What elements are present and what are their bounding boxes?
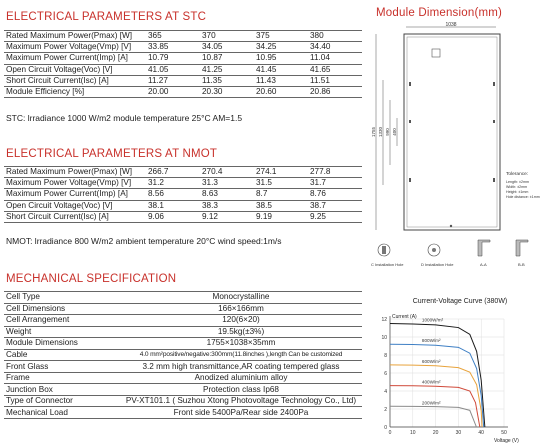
mechanical-row-label: Type of Connector [4, 395, 118, 407]
nmot-row-value: 8.56 [146, 189, 200, 200]
nmot-row-value: 38.7 [308, 200, 362, 211]
section-a-profile [478, 240, 490, 256]
mechanical-row [4, 395, 362, 407]
section-b-label: B-B [518, 262, 525, 267]
mount-hole [493, 178, 495, 182]
mechanical-row-label: Frame [4, 372, 118, 384]
y-tick-label: 4 [384, 388, 387, 395]
mechanical-row-value: Anodized aluminium alloy [118, 372, 362, 384]
stc-row-value: 11.51 [308, 75, 362, 86]
iv-chart [370, 292, 551, 448]
x-tick-label: 0 [388, 430, 392, 436]
dimension-title: Module Dimension(mm) [376, 7, 503, 19]
tolerance-line: Width: ±2mm [506, 185, 528, 189]
y-tick-label: 12 [381, 316, 387, 323]
mechanical-row [4, 372, 362, 384]
nmot-row-value: 9.25 [308, 211, 362, 222]
stc-row-value: 33.85 [146, 42, 200, 53]
x-tick-label: 50 [501, 430, 507, 436]
ground-hole [450, 225, 452, 227]
nmot-row-value: 8.7 [254, 189, 308, 200]
mechanical-row-value: 166×166mm [118, 303, 362, 315]
stc-row-value: 34.40 [308, 42, 362, 53]
stc-row-label: Maximum Power Current(Imp) [A] [4, 53, 146, 64]
stc-row-value: 20.00 [146, 86, 200, 97]
drain-hole [409, 120, 411, 123]
section-a-label: A-A [480, 262, 487, 267]
mechanical-row-label: Cell Type [4, 292, 118, 304]
stc-row-value: 11.35 [200, 75, 254, 86]
stc-row-value: 11.04 [308, 53, 362, 64]
mechanical-row-label: Module Dimensions [4, 338, 118, 350]
stc-row [4, 53, 362, 64]
mechanical-row-value: 19.5kg(±3%) [118, 326, 362, 338]
nmot-row-value: 31.3 [200, 178, 254, 189]
nmot-row-value: 9.06 [146, 211, 200, 222]
y-tick-label: 10 [381, 334, 387, 341]
stc-row [4, 86, 362, 97]
detail-c-hole [382, 246, 386, 254]
nmot-row-label: Open Circuit Voltage(Voc) [V] [4, 200, 146, 211]
nmot-row [4, 167, 362, 178]
mechanical-row-value: 120(6×20) [118, 315, 362, 327]
mount-hole [409, 82, 411, 86]
stc-row-value: 11.43 [254, 75, 308, 86]
mechanical-row-value: Front side 5400Pa/Rear side 2400Pa [118, 407, 362, 419]
series-label: 1000W/m² [421, 317, 444, 323]
mechanical-row [4, 361, 362, 373]
mechanical-row-value: Protection class Ip68 [118, 384, 362, 396]
drain-hole [493, 120, 495, 123]
mechanical-row-label: Cell Dimensions [4, 303, 118, 315]
stc-row-value: 380 [308, 31, 362, 42]
y-axis-label: Current (A) [392, 314, 417, 320]
height-label-1330: 1330 [378, 126, 383, 138]
nmot-row-value: 38.1 [146, 200, 200, 211]
tolerance-line: Height: ±1mm [506, 190, 529, 194]
stc-row-value: 10.95 [254, 53, 308, 64]
detail-c-label: C Installation Hole [371, 262, 404, 267]
y-tick-label: 8 [384, 352, 387, 359]
stc-row-value: 41.25 [200, 64, 254, 75]
nmot-row-value: 8.76 [308, 189, 362, 200]
detail-d-label: D Installation Hole [421, 262, 454, 267]
stc-row-value: 41.65 [308, 64, 362, 75]
stc-row-label: Rated Maximum Power(Pmax) [W] [4, 31, 146, 42]
mechanical-row-value: Monocrystalline [118, 292, 362, 304]
nmot-row-label: Rated Maximum Power(Pmax) [W] [4, 167, 146, 178]
nmot-row-value: 9.19 [254, 211, 308, 222]
height-label-990: 990 [385, 128, 390, 136]
nmot-row-label: Maximum Power Current(Imp) [A] [4, 189, 146, 200]
stc-row-label: Open Circuit Voltage(Voc) [V] [4, 64, 146, 75]
stc-note: STC: lrradiance 1000 W/m2 module temperature 25°C AM=1.5 [6, 113, 243, 123]
stc-row [4, 64, 362, 75]
mechanical-row [4, 326, 362, 338]
mechanical-row [4, 315, 362, 327]
stc-row-value: 370 [200, 31, 254, 42]
mechanical-row [4, 349, 362, 361]
mechanical-row-label: Cable [4, 349, 118, 361]
section-b-profile [516, 240, 528, 256]
x-tick-label: 30 [455, 430, 462, 436]
nmot-row-label: Short Circuit Current(Isc) [A] [4, 211, 146, 222]
stc-row-label: Short Circuit Current(Isc) [A] [4, 75, 146, 86]
height-label-400: 400 [392, 128, 397, 136]
nmot-row-value: 38.5 [254, 200, 308, 211]
nmot-row [4, 200, 362, 211]
nmot-row-label: Maximum Power Voltage(Vmp) [V] [4, 178, 146, 189]
y-tick-label: 6 [384, 370, 387, 377]
height-label-1755: 1755 [371, 126, 376, 138]
mechanical-row [4, 338, 362, 350]
x-tick-label: 10 [410, 430, 416, 436]
module-dimension-drawing [366, 20, 551, 270]
stc-row-value: 34.05 [200, 42, 254, 53]
mechanical-row [4, 384, 362, 396]
mechanical-row [4, 303, 362, 315]
tolerance-line: Hole distance: ±1mm [506, 195, 540, 199]
stc-title: ELECTRICAL PARAMETERS AT STC [6, 11, 207, 23]
mount-hole [493, 82, 495, 86]
nmot-row-value: 277.8 [308, 167, 362, 178]
mount-hole [409, 178, 411, 182]
nmot-row-value: 38.3 [200, 200, 254, 211]
nmot-row [4, 189, 362, 200]
stc-row-value: 10.87 [200, 53, 254, 64]
stc-row [4, 42, 362, 53]
mechanical-row-label: Junction Box [4, 384, 118, 396]
module-frame [404, 34, 500, 230]
nmot-title: ELECTRICAL PARAMETERS AT NMOT [6, 148, 218, 160]
stc-row-value: 10.79 [146, 53, 200, 64]
stc-row-value: 20.60 [254, 86, 308, 97]
mechanical-row [4, 407, 362, 419]
width-label: 1038 [445, 22, 457, 28]
mechanical-row-label: Mechanical Load [4, 407, 118, 419]
nmot-row-value: 31.2 [146, 178, 200, 189]
stc-row-value: 20.30 [200, 86, 254, 97]
mechanical-row-label: Weight [4, 326, 118, 338]
detail-d-hole [432, 248, 436, 252]
chart-title: Current-Voltage Curve (380W) [412, 298, 508, 305]
series-label: 600W/m² [421, 358, 441, 364]
x-tick-label: 40 [478, 430, 484, 436]
mechanical-table [4, 291, 362, 419]
nmot-note: NMOT: lrradiance 800 W/m2 ambient temperature 20°C wind speed:1m/s [6, 236, 282, 246]
mechanical-row-value: PV-XT101.1 ( Suzhou Xtong Photovoltage Technology Co., Ltd) [118, 395, 362, 407]
nmot-row [4, 178, 362, 189]
stc-row-value: 41.05 [146, 64, 200, 75]
stc-row-value: 34.25 [254, 42, 308, 53]
stc-row-value: 365 [146, 31, 200, 42]
nmot-row [4, 211, 362, 222]
nmot-row-value: 9.12 [200, 211, 254, 222]
stc-row-label: Maximum Power Voltage(Vmp) [V] [4, 42, 146, 53]
series-label: 200W/m² [421, 400, 441, 406]
mechanical-row-value: 3.2 mm high transmittance,AR coating tempered glass [118, 361, 362, 373]
nmot-table [4, 166, 362, 223]
mechanical-row-label: Front Glass [4, 361, 118, 373]
nmot-row-value: 266.7 [146, 167, 200, 178]
stc-table [4, 30, 362, 98]
stc-row-value: 20.86 [308, 86, 362, 97]
stc-row [4, 31, 362, 42]
tolerance-line: Length: ±2mm [506, 180, 529, 184]
nmot-row-value: 270.4 [200, 167, 254, 178]
y-tick-label: 0 [384, 424, 387, 431]
x-axis-label: Voltage (V) [494, 438, 519, 444]
stc-row-value: 41.45 [254, 64, 308, 75]
nmot-row-value: 31.5 [254, 178, 308, 189]
stc-row-value: 375 [254, 31, 308, 42]
series-label: 400W/m² [421, 379, 441, 385]
tolerance-title: Tolerance: [506, 172, 529, 177]
mechanical-row-value: 1755×1038×35mm [118, 338, 362, 350]
mechanical-row-value: 4.0 mm²positive/negative:300mm(11.8inches ),length Can be customized [118, 349, 362, 361]
nmot-row-value: 8.63 [200, 189, 254, 200]
series-label: 800W/m² [421, 338, 441, 344]
stc-row [4, 75, 362, 86]
stc-row-label: Module Efficiency [%] [4, 86, 146, 97]
x-tick-label: 20 [432, 430, 439, 436]
mechanical-row [4, 292, 362, 304]
y-tick-label: 2 [384, 406, 387, 413]
nmot-row-value: 274.1 [254, 167, 308, 178]
nmot-row-value: 31.7 [308, 178, 362, 189]
stc-row-value: 11.27 [146, 75, 200, 86]
mechanical-row-label: Cell Arrangement [4, 315, 118, 327]
mechanical-title: MECHANICAL SPECIFICATION [6, 273, 177, 285]
